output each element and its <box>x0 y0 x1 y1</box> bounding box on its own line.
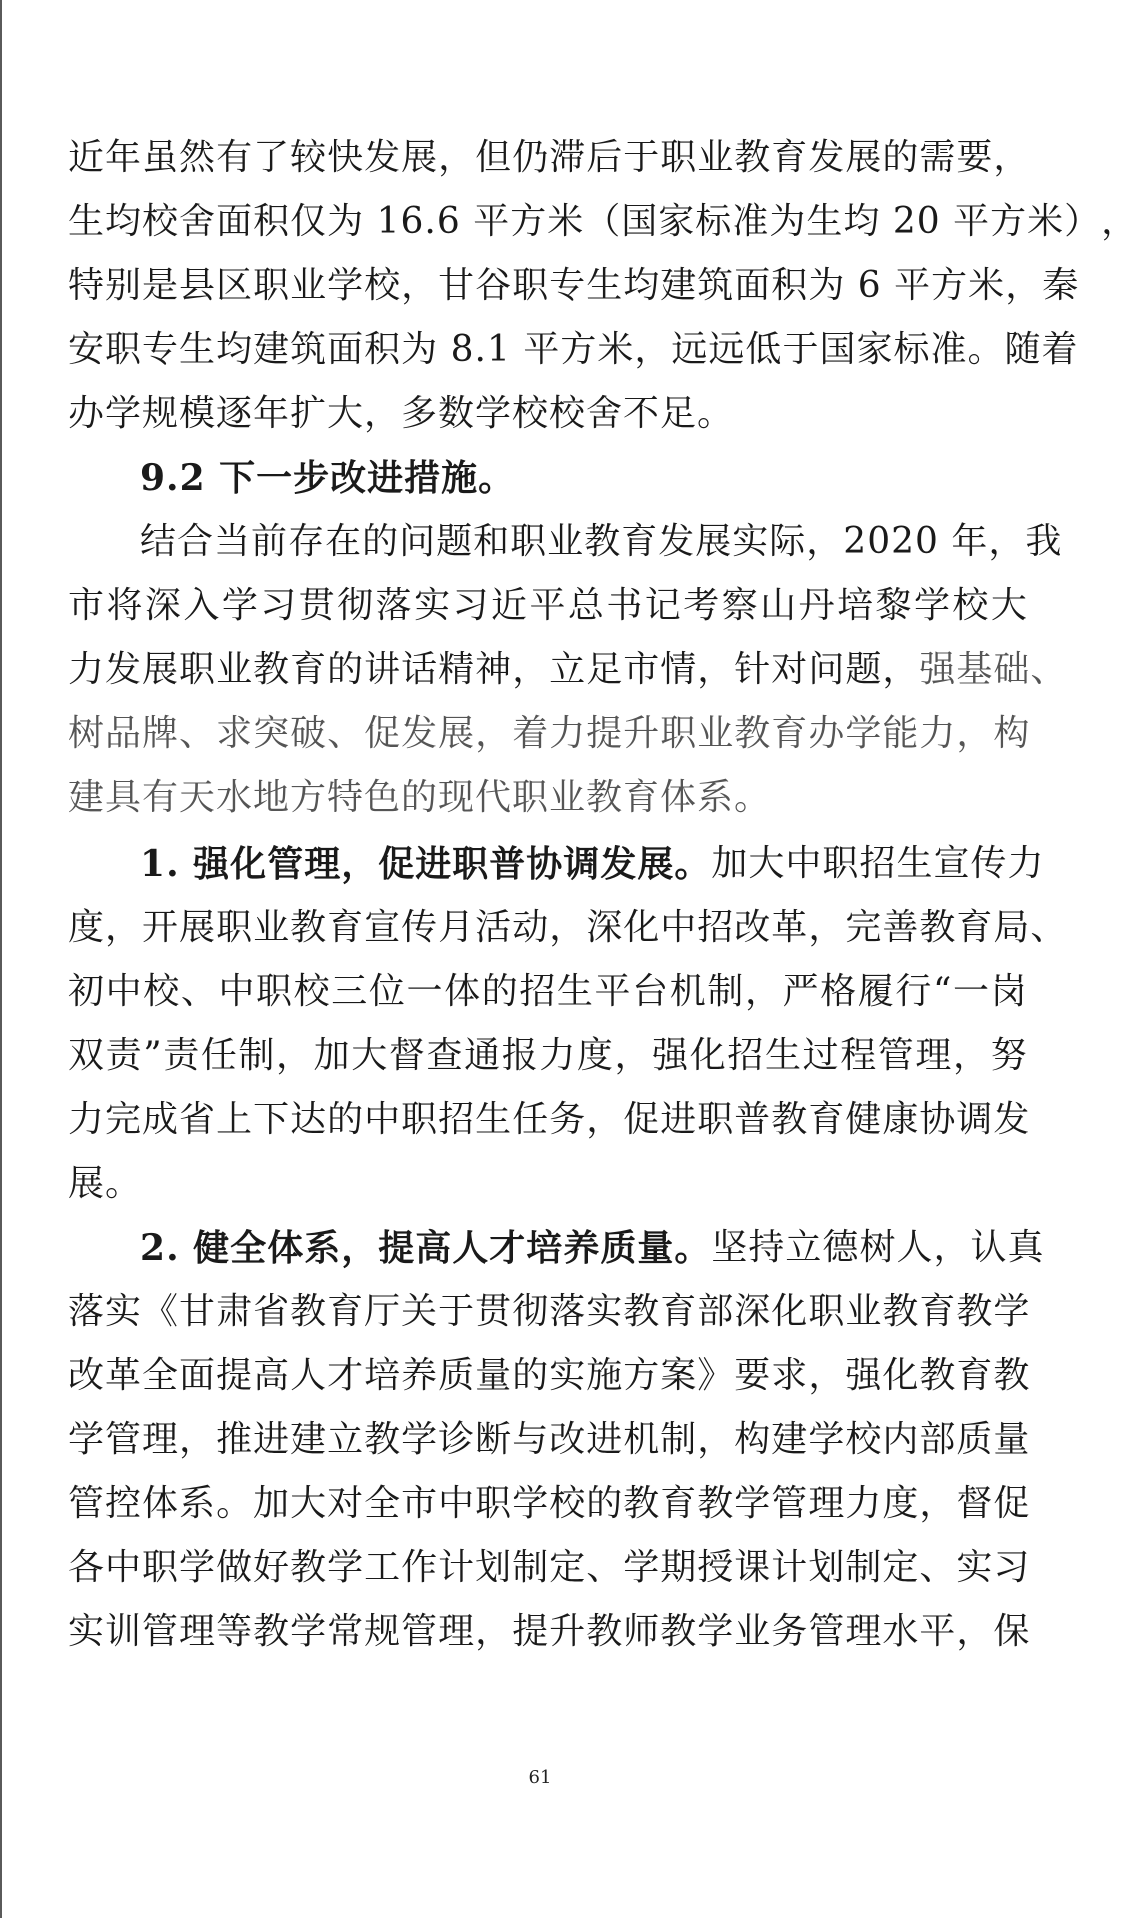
text-line <box>68 1162 1028 1206</box>
text-segment: 展。 <box>68 1163 143 1204</box>
text-line: 树 品 牌 、 求 突 破 、 促 发 展 ， 着 力 提 升 职 业 教 育 办 学 能 力 ， 构 <box>68 713 1031 754</box>
text-line <box>68 392 1028 436</box>
text-line: 生 均 校 舍 面 积 仅 为 1 6 . 6 平 方 米 （ 国 家 标 准 为 生 均 2 0 平 方 米 ） ， <box>68 201 1138 242</box>
text-line: 力 完 成 省 上 下 达 的 中 职 招 生 任 务 ， 促 进 职 普 教 育 健 康 协 调 发 <box>68 1099 1031 1140</box>
text-line: 结 合 当 前 存 在 的 问 题 和 职 业 教 育 发 展 实 际 ， 2 0 2 0 年 ， 我 <box>140 521 1063 562</box>
page-number: 61 <box>528 1767 552 1788</box>
text-line: 2 . 健 全 体 系 ， 提 高 人 才 培 养 质 量 。 坚 持 立 德 树 人 ， 认 真 <box>140 1227 1045 1269</box>
text-line: 学 管 理 ， 推 进 建 立 教 学 诊 断 与 改 进 机 制 ， 构 建 学 校 内 部 质 量 <box>68 1419 1031 1460</box>
text-line: 力 发 展 职 业 教 育 的 讲 话 精 神 ， 立 足 市 情 ， 针 对 问 题 ， 强 基 础 、 <box>68 649 1068 690</box>
text-line: 初 中 校 、 中 职 校 三 位 一 体 的 招 生 平 台 机 制 ， 严 格 履 行 “ 一 岗 <box>68 971 1028 1012</box>
text-line: 度 ， 开 展 职 业 教 育 宣 传 月 活 动 ， 深 化 中 招 改 革 ， 完 善 教 育 局 、 <box>68 907 1068 948</box>
text-line: 安 职 专 生 均 建 筑 面 积 为 8 . 1 平 方 米 ， 远 远 低 于 国 家 标 准 。 随 着 <box>68 329 1079 370</box>
text-segment: 9.2 下一步改进措施。 <box>140 457 516 499</box>
text-segment: 办学规模逐年扩大，多数学校校舍不足。 <box>68 393 735 434</box>
text-line: 各 中 职 学 做 好 教 学 工 作 计 划 制 定 、 学 期 授 课 计 划 制 定 、 实 习 <box>68 1547 1031 1588</box>
text-line: 管 控 体 系 。 加 大 对 全 市 中 职 学 校 的 教 育 教 学 管 理 力 度 ， 督 促 <box>68 1483 1031 1524</box>
text-line: 近 年 虽 然 有 了 较 快 发 展 ， 但 仍 滞 后 于 职 业 教 育 发 展 的 需 要 ， <box>68 137 1031 178</box>
text-line <box>68 776 1028 820</box>
text-line: 实 训 管 理 等 教 学 常 规 管 理 ， 提 升 教 师 教 学 业 务 管 理 水 平 ， 保 <box>68 1611 1031 1652</box>
text-line: 市 将 深 入 学 习 贯 彻 落 实 习 近 平 总 书 记 考 察 山 丹 培 黎 学 校 大 <box>68 585 1028 626</box>
text-line: 双 责 ” 责 任 制 ， 加 大 督 查 通 报 力 度 ， 强 化 招 生 过 程 管 理 ， 努 <box>68 1035 1028 1076</box>
text-line <box>140 456 1028 501</box>
text-line: 改 革 全 面 提 高 人 才 培 养 质 量 的 实 施 方 案 》 要 求 ， 强 化 教 育 教 <box>68 1355 1031 1396</box>
text-segment: 建具有天水地方特色的现代职业教育体系。 <box>68 777 772 818</box>
text-line: 1 . 强 化 管 理 ， 促 进 职 普 协 调 发 展 。 加 大 中 职 招 生 宣 传 力 <box>140 843 1045 885</box>
text-line: 落 实 《 甘 肃 省 教 育 厅 关 于 贯 彻 落 实 教 育 部 深 化 职 业 教 育 教 学 <box>68 1291 1031 1332</box>
text-line: 特 别 是 县 区 职 业 学 校 ， 甘 谷 职 专 生 均 建 筑 面 积 为 6 平 方 米 ， 秦 <box>68 265 1080 306</box>
